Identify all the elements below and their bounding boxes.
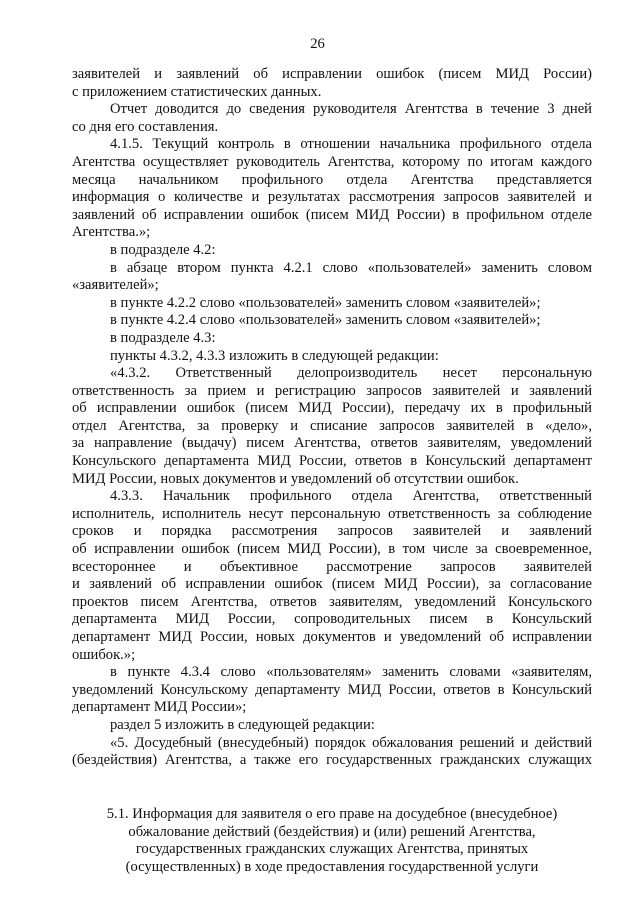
text-line: в подразделе 4.3: (110, 329, 216, 346)
text-line: «4.3.2. Ответственный делопроизводитель несет персональную (110, 365, 592, 382)
text-line: ответственность за прием и регистрацию запросов заявителей и заявлений (72, 382, 592, 399)
text-line: уведомлений Консульскому департаменту МИД России, ответов в Консульский (72, 681, 592, 698)
text-line: информация о количестве и результатах рассмотрения запросов заявителей и (72, 189, 592, 206)
text-line: об исправлении ошибок (писем МИД России), передачу их в профильный (72, 400, 592, 417)
section-heading (72, 806, 592, 876)
text-line: и заявлений об исправлении ошибок (писем МИД России), за согласование (72, 576, 592, 593)
text-line: месяца начальником профильного отдела Агентства представляется (72, 171, 592, 188)
text-line: МИД России, новых документов и уведомлений об отсутствии ошибок. (72, 470, 519, 487)
heading-line: государственных гражданских служащих Агентства, принятых (135, 841, 529, 858)
text-line: заявителей и заявлений об исправлении ошибок (писем МИД России) (72, 66, 592, 82)
text-line: департамент МИД России, новых документов и уведомлений об исправлении (72, 629, 592, 645)
text-line: раздел 5 изложить в следующей редакции: (110, 716, 375, 733)
text-line: в пункте 4.2.2 слово «пользователей» заменить словом «заявителей»; (110, 294, 541, 311)
text-line: со дня его составления. (72, 118, 219, 135)
text-line: в пункте 4.2.4 слово «пользователей» заменить словом «заявителей»; (110, 312, 541, 329)
text-line: департамента МИД России, сопроводительных писем в Консульский (72, 611, 592, 628)
heading-line: (осуществленных) в ходе предоставления государственной услуги (125, 858, 539, 875)
heading-line: 5.1. Информация для заявителя о его праве на досудебное (внесудебное) (106, 806, 558, 822)
text-line: в подразделе 4.2: (110, 241, 216, 258)
text-line: «заявителей»; (72, 277, 159, 294)
text-line: Агентства осуществляет руководитель Агентства, которому по итогам каждого (72, 153, 592, 170)
text-line: отдел Агентства, за проверку и списание запросов заявителей в «дело», (72, 417, 592, 434)
text-line: 4.1.5. Текущий контроль в отношении начальника профильного отдела (110, 136, 592, 153)
text-line: «5. Досудебный (внесудебный) порядок обжалования решений и действий (110, 734, 592, 751)
text-line: 4.3.3. Начальник профильного отдела Агентства, ответственный (110, 488, 592, 505)
text-line: всестороннее и объективное рассмотрение запросов заявителей (72, 558, 592, 575)
text-line: (бездействия) Агентства, а также его государственных гражданских служащих (72, 752, 592, 769)
text-line: заявлений об исправлении ошибок (писем МИД России) в профильном отделе (72, 206, 592, 223)
text-line: Отчет доводится до сведения руководителя Агентства в течение 3 дней (110, 101, 592, 118)
text-line: ошибок.»; (72, 646, 136, 663)
heading-line: обжалование действий (бездействия) и (или) решений Агентства, (128, 823, 536, 840)
text-line: проектов писем Агентства, ответов заявителям, уведомлений Консульского (72, 593, 592, 610)
text-line: об исправлении ошибок (писем МИД России), в том числе за своевременное, (72, 541, 592, 558)
page-number: 26 (310, 36, 325, 52)
text-line: за направление (выдачу) писем Агентства, ответов заявителям, уведомлений (72, 435, 592, 452)
text-line: Консульского департамента МИД России, ответов в Консульский департамент (72, 453, 592, 470)
text-line: Агентства.»; (72, 224, 151, 241)
text-line: исполнитель, исполнитель несут персональную ответственность за соблюдение (72, 505, 592, 522)
text-line: пункты 4.3.2, 4.3.3 изложить в следующей редакции: (110, 347, 439, 364)
document-body (72, 66, 592, 770)
text-line: с приложением статистических данных. (72, 83, 322, 100)
text-line: в пункте 4.3.4 слово «пользователям» заменить словами «заявителям, (110, 664, 592, 681)
text-line: департамент МИД России»; (72, 699, 247, 716)
text-line: в абзаце втором пункта 4.2.1 слово «пользователей» заменить словом (110, 259, 592, 276)
text-line: сроков и порядка рассмотрения запросов заявителей и заявлений (72, 523, 592, 540)
